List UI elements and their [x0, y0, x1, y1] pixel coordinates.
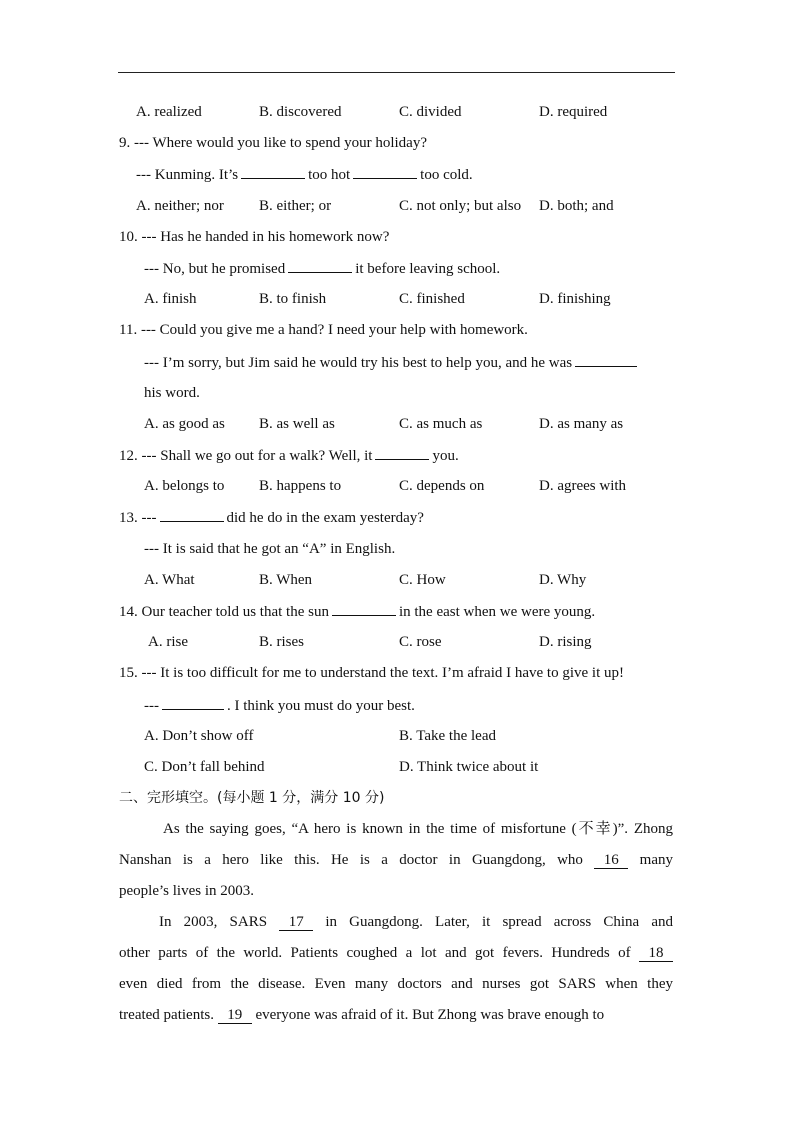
option-b: B. rises [259, 634, 304, 650]
option-d: D. required [539, 104, 608, 120]
option-a: A. belongs to [144, 478, 225, 494]
paragraph-line: As the saying goes, “A hero is known in the time of misfortune (不幸)”. Zhong [163, 821, 673, 837]
option-d: D. Why [539, 572, 587, 588]
q10-question: 10. --- Has he handed in his homework now? [119, 229, 390, 245]
option-c: C. finished [399, 291, 465, 307]
answer-blank[interactable] [375, 445, 429, 460]
paragraph-line: people’s lives in 2003. [119, 883, 254, 899]
option-a: A. as good as [144, 416, 225, 432]
option-a: A. realized [136, 104, 202, 120]
cloze-paragraph-1 [119, 814, 673, 907]
option-b: B. happens to [259, 478, 342, 494]
q9-answer [136, 164, 473, 185]
option-d: D. rising [539, 634, 592, 650]
answer-blank[interactable] [332, 601, 396, 616]
option-a: A. finish [144, 291, 197, 307]
q13-question-text: did he do in the exam yesterday? [226, 510, 424, 526]
q14-question-text: in the east when we were young. [398, 604, 596, 620]
q15-answer-text: --- [144, 698, 159, 714]
option-d: D. agrees with [539, 478, 627, 494]
option-c: C. as much as [399, 416, 483, 432]
paragraph-line: In 2003, SARS 17 in Guangdong. Later, it spread across China and [159, 914, 673, 930]
option-c: C. divided [399, 104, 462, 120]
q14-question-text: 14. Our teacher told us that the sun [119, 604, 329, 620]
option-a: A. neither; nor [136, 198, 224, 214]
q12-question-text: you. [432, 448, 459, 464]
option-b: B. Take the lead [399, 728, 496, 744]
answer-blank[interactable] [241, 164, 305, 179]
cloze-blank[interactable]: 18 [641, 945, 671, 961]
cloze-blank[interactable]: 17 [281, 914, 312, 930]
q10-answer [144, 258, 500, 279]
option-a: A. rise [148, 634, 188, 650]
paragraph-line: treated patients. 19 everyone was afraid of it. But Zhong was brave enough to [119, 1007, 605, 1023]
option-d: D. both; and [539, 198, 614, 214]
option-c: C. depends on [399, 478, 485, 494]
q12-question [119, 445, 459, 466]
q9-answer-text: too hot [308, 167, 351, 183]
q12-question-text: 12. --- Shall we go out for a walk? Well, it [119, 448, 373, 464]
q10-answer-text: it before leaving school. [355, 261, 501, 277]
paragraph-line: even died from the disease. Even many doctors and nurses got SARS when they [119, 976, 673, 992]
option-b: B. either; or [259, 198, 332, 214]
q13-question [119, 507, 424, 528]
option-c: C. rose [399, 634, 442, 650]
cloze-paragraph-2 [119, 907, 673, 1031]
cloze-blank[interactable]: 19 [219, 1007, 250, 1023]
cloze-blank[interactable]: 16 [596, 852, 627, 868]
answer-blank[interactable] [353, 164, 417, 179]
option-a: A. What [144, 572, 195, 588]
option-b: B. discovered [259, 104, 342, 120]
q10-answer-text: --- No, but he promised [144, 261, 286, 277]
option-b: B. When [259, 572, 313, 588]
header-rule [118, 72, 675, 73]
option-c: C. not only; but also [399, 198, 522, 214]
option-c: C. Don’t fall behind [144, 759, 265, 775]
option-b: B. as well as [259, 416, 335, 432]
option-a: A. Don’t show off [144, 728, 254, 744]
q14-question [119, 601, 595, 622]
option-b: B. to finish [259, 291, 327, 307]
q11-question: 11. --- Could you give me a hand? I need your help with homework. [119, 322, 528, 338]
paragraph-line: other parts of the world. Patients coughed a lot and got fevers. Hundreds of 18 [119, 945, 671, 961]
q15-answer [144, 695, 415, 716]
q11-answer [144, 352, 640, 373]
option-d: D. as many as [539, 416, 624, 432]
q11-answer-text: --- I’m sorry, but Jim said he would try his best to help you, and he was [144, 355, 573, 371]
q11-answer-cont: his word. [144, 385, 200, 401]
q9-answer-text: --- Kunming. It’s [136, 167, 239, 183]
answer-blank[interactable] [162, 695, 224, 710]
section-heading: 二、完形填空。(每小题 1 分，满分 10 分) [119, 790, 385, 806]
option-d: D. finishing [539, 291, 611, 307]
paragraph-line: Nanshan is a hero like this. He is a doctor in Guangdong, who 16 many [119, 852, 673, 868]
answer-blank[interactable] [575, 352, 637, 367]
option-d: D. Think twice about it [399, 759, 539, 775]
q13-answer: --- It is said that he got an “A” in English. [144, 541, 396, 557]
answer-blank[interactable] [288, 258, 352, 273]
q9-question: 9. --- Where would you like to spend your holiday? [119, 135, 427, 151]
option-c: C. How [399, 572, 446, 588]
q13-question-text: 13. --- [119, 510, 157, 526]
q15-question: 15. --- It is too difficult for me to understand the text. I’m afraid I have to give it up! [119, 665, 624, 681]
q9-answer-text: too cold. [420, 167, 473, 183]
q15-answer-text: . I think you must do your best. [227, 698, 415, 714]
answer-blank[interactable] [160, 507, 224, 522]
